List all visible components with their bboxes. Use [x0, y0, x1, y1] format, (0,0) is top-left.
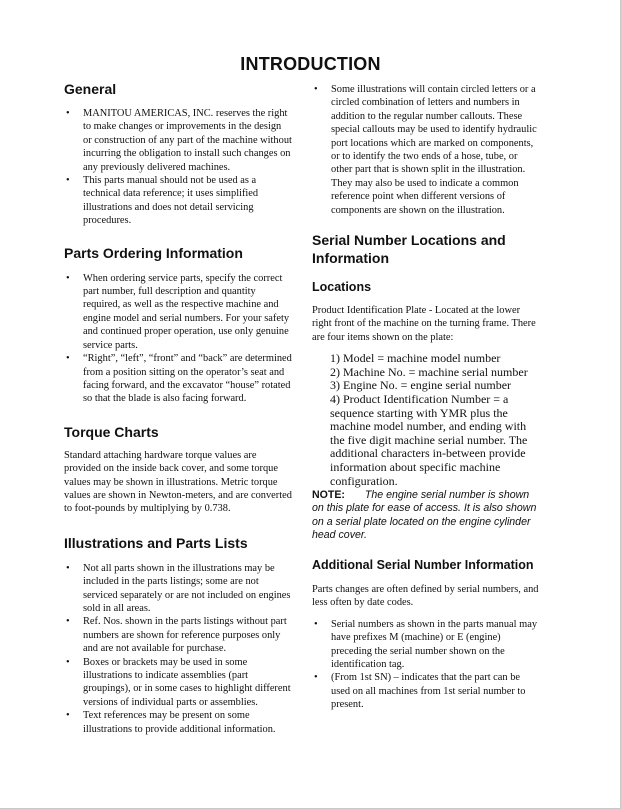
locations-text: Product Identification Plate - Located at the lower right front of the machine on the turning frame. There are four items shown on the plate:: [312, 305, 536, 343]
note-label: NOTE:: [312, 489, 345, 502]
additional-text: Parts changes are often defined by serial numbers, and less often by date codes.: [312, 584, 539, 609]
plate-item: 4) Product Identification Number = a sequence starting with YMR plus the machine model number, and ending with the five digit machine serial number. The additional characters in-between provide information about specific machine configuration.: [330, 392, 528, 488]
section-serial-number: [312, 231, 540, 542]
general-bullet: • MANITOU AMERICAS, INC. reserves the right to make changes or improvements in the design or construction of any part of the machine without incurring the obligation to install such changes on any previously delivered machines.: [64, 107, 292, 174]
illustrations-bullet-list: [64, 562, 292, 736]
serial-heading-line2: Information: [312, 250, 389, 267]
general-bullet: • This parts manual should not be used as a technical data reference; it uses simplified illustrations and does not detail servicing procedures.: [64, 174, 292, 228]
left-column: [64, 80, 292, 736]
plate-items: [312, 352, 540, 488]
plate-item: 2) Machine No. = machine serial number: [330, 364, 528, 379]
additional-bullet: • (From 1st SN) – indicates that the part can be used on all machines from 1st serial number to present.: [312, 671, 540, 711]
additional-bullet: • Serial numbers as shown in the parts manual may have prefixes M (machine) or E (engine) preceding the serial number shown on the identification tag.: [312, 618, 540, 672]
illustrations-bullet: • Text references may be present on some illustrations to provide additional information.: [64, 709, 292, 736]
right-column: [312, 83, 540, 712]
plate-item: 1) Model = machine model number: [330, 351, 501, 366]
plate-item: 3) Engine No. = engine serial number: [330, 378, 512, 393]
torque-heading: Torque Charts: [64, 423, 159, 440]
illustrations-heading: Illustrations and Parts Lists: [64, 534, 248, 551]
general-bullet-list: [64, 107, 292, 228]
parts-ordering-bullet: • “Right”, “left”, “front” and “back” are determined from a position sitting on the operator’s seat and facing forward, and the excavator “house” rotated so that the blade is also facing forward.: [64, 352, 292, 406]
additional-heading: Additional Serial Number Information: [312, 558, 534, 573]
note: [312, 489, 540, 542]
parts-ordering-bullet: • When ordering service parts, specify the correct part number, full description and quantity required, as well as the respective machine and engine model and serial numbers. For your safety and continued proper operation, use only genuine service parts.: [64, 272, 292, 352]
section-parts-ordering: [64, 244, 292, 406]
callout-bullet: • Some illustrations will contain circled letters or a circled combination of letters and numbers in addition to the regular number callouts. These special callouts may be used to identify hydraulic port locations which are marked on components, or to identify the two ends of a hose, tube, or other part that is shown split in the illustration. They may also be used to indicate a common reference point when different versions of components are shown on the illustration.: [312, 83, 540, 217]
parts-ordering-bullet-list: [64, 272, 292, 406]
illustrations-bullet: • Boxes or brackets may be used in some illustrations to indicate assemblies (part groupings), or in some cases to highlight different versions of individual parts or assemblies.: [64, 656, 292, 710]
locations-heading: Locations: [312, 280, 372, 295]
section-torque-charts: [64, 423, 292, 516]
serial-heading-line1: Serial Number Locations and: [312, 232, 506, 249]
callout-bullet-list: [312, 83, 540, 217]
section-illustrations: [64, 534, 292, 736]
additional-bullet-list: [312, 618, 540, 712]
torque-text: Standard attaching hardware torque values are provided on the inside back cover, and some torque values may be shown in illustrations. Metric torque values are shown in Newton-meters, and are converted to foot-pounds by multiplying by 0.738.: [64, 449, 292, 515]
parts-ordering-heading: Parts Ordering Information: [64, 244, 243, 261]
general-heading: General: [64, 81, 117, 97]
section-additional-serial: [312, 558, 540, 712]
section-general: [64, 80, 292, 228]
page-title: INTRODUCTION: [240, 54, 381, 74]
note-text: The engine serial number is shown on this plate for ease of access. It is also shown on a serial plate located on the engine cylinder head cover.: [312, 489, 537, 541]
illustrations-bullet: • Not all parts shown in the illustrations may be included in the parts listings; some are not serviced separately or are not included on engines sold in all areas.: [64, 562, 292, 616]
illustrations-bullet: • Ref. Nos. shown in the parts listings without part numbers are shown for reference purposes only and are not available for purchase.: [64, 615, 292, 655]
